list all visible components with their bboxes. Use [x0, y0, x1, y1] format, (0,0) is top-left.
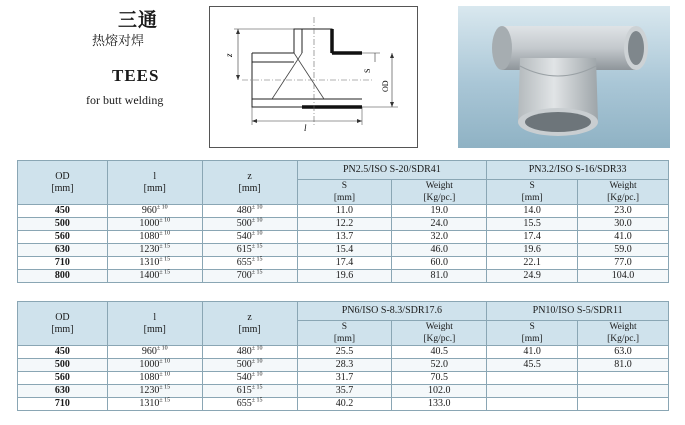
cell-s1: 28.3	[297, 359, 392, 372]
cell-weight2: 63.0	[578, 346, 669, 359]
dim-l-label: l	[304, 123, 307, 133]
cell-od: 630	[18, 244, 108, 257]
cell-s1: 15.4	[297, 244, 392, 257]
cell-od: 500	[18, 359, 108, 372]
cell-z: $655^{\pm 15}$	[202, 257, 297, 270]
cell-z: $480^{\pm 10}$	[202, 346, 297, 359]
cell-s2: 41.0	[487, 346, 578, 359]
header-l: l [mm]	[107, 302, 202, 346]
cell-s2	[487, 398, 578, 411]
tolerance-l: ± 15	[159, 397, 171, 404]
cell-weight1: 133.0	[392, 398, 487, 411]
cell-s2	[487, 385, 578, 398]
cell-weight1: 60.0	[392, 257, 487, 270]
tee-technical-drawing	[209, 6, 418, 148]
cell-z: $500^{\pm 10}$	[202, 359, 297, 372]
title-english: TEES	[112, 66, 160, 85]
cell-s2: 45.5	[487, 359, 578, 372]
cell-l: $1230^{\pm 15}$	[107, 385, 202, 398]
cell-weight1: 19.0	[392, 205, 487, 218]
cell-od: 560	[18, 372, 108, 385]
cell-s1: 19.6	[297, 270, 392, 283]
table-row	[18, 372, 669, 385]
header-group-pn10: PN10/ISO S-5/SDR11	[487, 302, 669, 321]
header-od: OD [mm]	[18, 302, 108, 346]
dim-s-label: S	[363, 68, 372, 73]
header-z: z [mm]	[202, 302, 297, 346]
cell-od: 630	[18, 385, 108, 398]
header-group-pn2-5: PN2.5/ISO S-20/SDR41	[297, 161, 487, 180]
cell-weight1: 46.0	[392, 244, 487, 257]
tolerance-l: ± 15	[159, 243, 171, 250]
cell-weight1: 40.5	[392, 346, 487, 359]
cell-s1: 17.4	[297, 257, 392, 270]
cell-l: $1000^{\pm 10}$	[107, 359, 202, 372]
tolerance-l: ± 10	[156, 204, 168, 211]
tolerance-l: ± 15	[159, 384, 171, 391]
cell-s1: 11.0	[297, 205, 392, 218]
cell-weight1: 102.0	[392, 385, 487, 398]
tolerance-l: ± 10	[159, 371, 171, 378]
cell-weight2: 104.0	[578, 270, 669, 283]
cell-s1: 40.2	[297, 398, 392, 411]
table-row	[18, 385, 669, 398]
dim-z-label: z	[224, 53, 234, 57]
cell-s2: 22.1	[487, 257, 578, 270]
tolerance-z: ± 15	[251, 256, 263, 263]
cell-z: $655^{\pm 15}$	[202, 398, 297, 411]
cell-s2: 17.4	[487, 231, 578, 244]
tolerance-z: ± 15	[251, 384, 263, 391]
tolerance-z: ± 10	[251, 204, 263, 211]
tolerance-z: ± 15	[251, 397, 263, 404]
header-s: S [mm]	[297, 321, 392, 346]
cell-weight2: 81.0	[578, 359, 669, 372]
cell-weight1: 70.5	[392, 372, 487, 385]
title-chinese: 三通	[118, 9, 159, 31]
cell-od: 710	[18, 257, 108, 270]
cell-s1: 13.7	[297, 231, 392, 244]
cell-weight2	[578, 372, 669, 385]
tolerance-z: ± 15	[251, 269, 263, 276]
cell-od: 710	[18, 398, 108, 411]
tolerance-l: ± 10	[159, 217, 171, 224]
cell-z: $615^{\pm 15}$	[202, 385, 297, 398]
cell-l: $1080^{\pm 10}$	[107, 372, 202, 385]
cell-l: $1000^{\pm 10}$	[107, 218, 202, 231]
cell-weight2	[578, 398, 669, 411]
tolerance-z: ± 15	[251, 243, 263, 250]
cell-s2: 19.6	[487, 244, 578, 257]
cell-z: $480^{\pm 10}$	[202, 205, 297, 218]
subtitle-chinese: 热熔对焊	[92, 34, 145, 49]
tolerance-z: ± 10	[251, 217, 263, 224]
table-row	[18, 270, 669, 283]
cell-weight1: 24.0	[392, 218, 487, 231]
cell-z: $540^{\pm 10}$	[202, 372, 297, 385]
tee-photo-svg	[458, 6, 670, 148]
header-z: z [mm]	[202, 161, 297, 205]
cell-weight2: 23.0	[578, 205, 669, 218]
cell-weight2: 77.0	[578, 257, 669, 270]
cell-od: 500	[18, 218, 108, 231]
table-row	[18, 205, 669, 218]
tee-drawing-svg	[210, 7, 417, 147]
cell-l: $1310^{\pm 15}$	[107, 257, 202, 270]
dim-od-label: OD	[381, 80, 390, 92]
cell-s2: 15.5	[487, 218, 578, 231]
header-weight: Weight [Kg/pc.]	[578, 180, 669, 205]
cell-s1: 31.7	[297, 372, 392, 385]
cell-od: 560	[18, 231, 108, 244]
cell-s2	[487, 372, 578, 385]
cell-od: 450	[18, 205, 108, 218]
cell-weight1: 81.0	[392, 270, 487, 283]
cell-od: 800	[18, 270, 108, 283]
cell-s1: 25.5	[297, 346, 392, 359]
cell-s2: 14.0	[487, 205, 578, 218]
cell-l: $960^{\pm 10}$	[107, 346, 202, 359]
tolerance-l: ± 10	[159, 230, 171, 237]
cell-z: $700^{\pm 15}$	[202, 270, 297, 283]
cell-l: $1080^{\pm 10}$	[107, 231, 202, 244]
cell-s2: 24.9	[487, 270, 578, 283]
spec-table-high-pressure	[17, 301, 669, 411]
cell-od: 450	[18, 346, 108, 359]
cell-l: $1230^{\pm 15}$	[107, 244, 202, 257]
header-weight: Weight [Kg/pc.]	[392, 321, 487, 346]
table-row	[18, 231, 669, 244]
cell-weight2: 59.0	[578, 244, 669, 257]
subtitle-english: for butt welding	[86, 93, 164, 107]
cell-z: $615^{\pm 15}$	[202, 244, 297, 257]
table-row	[18, 398, 669, 411]
header-l: l [mm]	[107, 161, 202, 205]
tolerance-l: ± 15	[159, 256, 171, 263]
header-weight: Weight [Kg/pc.]	[392, 180, 487, 205]
tolerance-z: ± 10	[251, 371, 263, 378]
header-s: S [mm]	[487, 321, 578, 346]
cell-weight2	[578, 385, 669, 398]
table-row	[18, 244, 669, 257]
cell-z: $540^{\pm 10}$	[202, 231, 297, 244]
tolerance-l: ± 10	[159, 358, 171, 365]
cell-s1: 12.2	[297, 218, 392, 231]
table-row	[18, 218, 669, 231]
header-od: OD [mm]	[18, 161, 108, 205]
cell-weight2: 30.0	[578, 218, 669, 231]
table-row	[18, 346, 669, 359]
header-weight: Weight [Kg/pc.]	[578, 321, 669, 346]
table-row	[18, 359, 669, 372]
header-group-pn3-2: PN3.2/ISO S-16/SDR33	[487, 161, 669, 180]
header-s: S [mm]	[487, 180, 578, 205]
table-row	[18, 257, 669, 270]
spec-table-low-pressure	[17, 160, 669, 283]
cell-l: $1400^{\pm 15}$	[107, 270, 202, 283]
cell-s1: 35.7	[297, 385, 392, 398]
tolerance-l: ± 10	[156, 345, 168, 352]
cell-l: $1310^{\pm 15}$	[107, 398, 202, 411]
cell-weight1: 52.0	[392, 359, 487, 372]
cell-l: $960^{\pm 10}$	[107, 205, 202, 218]
tolerance-z: ± 10	[251, 230, 263, 237]
tolerance-z: ± 10	[251, 345, 263, 352]
header-s: S [mm]	[297, 180, 392, 205]
cell-weight2: 41.0	[578, 231, 669, 244]
tee-product-photo	[458, 6, 670, 148]
tolerance-z: ± 10	[251, 358, 263, 365]
cell-z: $500^{\pm 10}$	[202, 218, 297, 231]
tolerance-l: ± 15	[159, 269, 171, 276]
header-group-pn6: PN6/ISO S-8.3/SDR17.6	[297, 302, 487, 321]
cell-weight1: 32.0	[392, 231, 487, 244]
